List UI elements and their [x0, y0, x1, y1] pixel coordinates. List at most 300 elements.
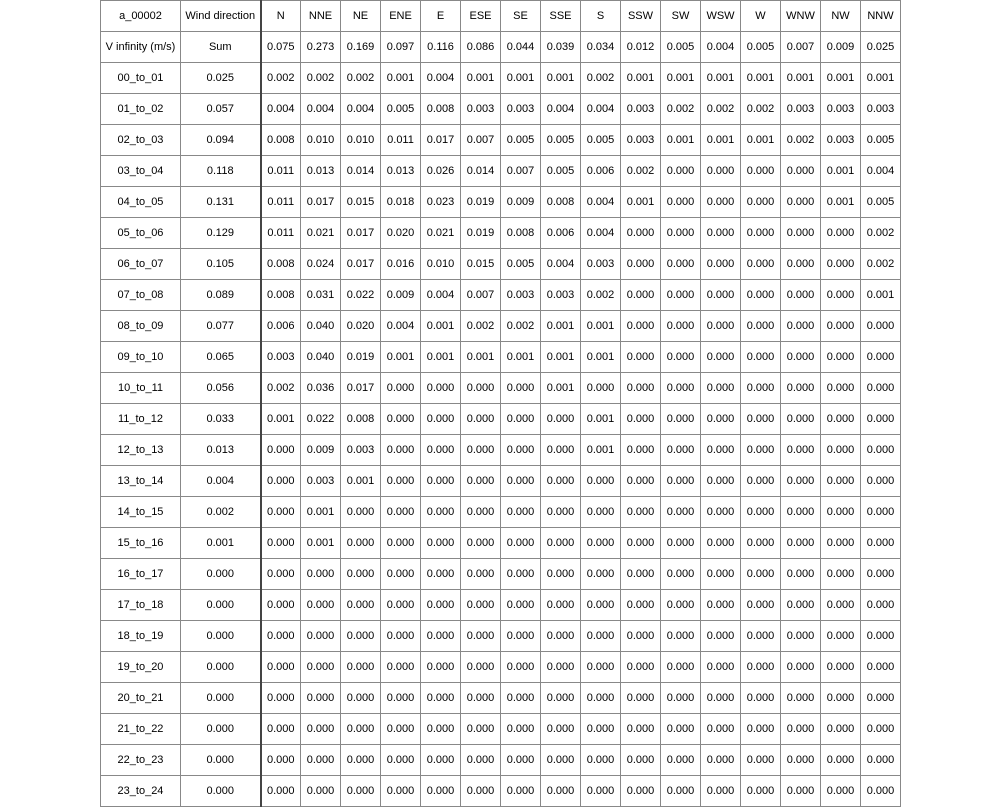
frequency-cell-ese: 0.000 — [461, 714, 501, 745]
frequency-cell-s: 0.000 — [581, 373, 621, 404]
frequency-cell-wnw: 0.000 — [781, 590, 821, 621]
frequency-cell-w: 0.000 — [741, 404, 781, 435]
frequency-cell-nw: 0.000 — [821, 404, 861, 435]
direction-sum-w: 0.005 — [741, 32, 781, 63]
frequency-cell-ne: 0.001 — [341, 466, 381, 497]
wind-direction-header: Wind direction — [181, 1, 261, 32]
speed-bin-label: 03_to_04 — [101, 156, 181, 187]
frequency-cell-n: 0.002 — [261, 63, 301, 94]
frequency-cell-nne: 0.000 — [301, 652, 341, 683]
frequency-cell-e: 0.000 — [421, 435, 461, 466]
frequency-cell-ne: 0.008 — [341, 404, 381, 435]
frequency-cell-wsw: 0.000 — [701, 187, 741, 218]
frequency-cell-ssw: 0.000 — [621, 528, 661, 559]
frequency-cell-nnw: 0.002 — [861, 249, 901, 280]
frequency-cell-nne: 0.004 — [301, 94, 341, 125]
frequency-cell-ne: 0.000 — [341, 745, 381, 776]
frequency-cell-ese: 0.000 — [461, 373, 501, 404]
frequency-cell-n: 0.000 — [261, 621, 301, 652]
speed-bin-sum: 0.000 — [181, 559, 261, 590]
frequency-cell-nnw: 0.000 — [861, 528, 901, 559]
speed-bin-label: 11_to_12 — [101, 404, 181, 435]
speed-bin-sum: 0.033 — [181, 404, 261, 435]
wind-frequency-table — [100, 0, 901, 807]
frequency-cell-n: 0.008 — [261, 280, 301, 311]
frequency-cell-sw: 0.002 — [661, 94, 701, 125]
frequency-cell-ssw: 0.000 — [621, 466, 661, 497]
frequency-cell-s: 0.004 — [581, 94, 621, 125]
frequency-cell-nnw: 0.000 — [861, 435, 901, 466]
frequency-cell-ese: 0.015 — [461, 249, 501, 280]
frequency-cell-sw: 0.000 — [661, 497, 701, 528]
frequency-cell-n: 0.000 — [261, 652, 301, 683]
speed-bin-sum: 0.129 — [181, 218, 261, 249]
frequency-cell-sw: 0.000 — [661, 590, 701, 621]
frequency-cell-ne: 0.000 — [341, 776, 381, 807]
speed-bin-sum: 0.000 — [181, 683, 261, 714]
direction-sum-row — [101, 32, 901, 63]
direction-sum-se: 0.044 — [501, 32, 541, 63]
frequency-cell-sw: 0.000 — [661, 621, 701, 652]
speed-bin-sum: 0.025 — [181, 63, 261, 94]
frequency-cell-wsw: 0.000 — [701, 435, 741, 466]
direction-header-e: E — [421, 1, 461, 32]
frequency-cell-se: 0.000 — [501, 497, 541, 528]
frequency-cell-ese: 0.000 — [461, 652, 501, 683]
table-row — [101, 714, 901, 745]
frequency-cell-n: 0.008 — [261, 125, 301, 156]
frequency-cell-sse: 0.004 — [541, 249, 581, 280]
frequency-cell-nne: 0.040 — [301, 311, 341, 342]
frequency-cell-ssw: 0.000 — [621, 311, 661, 342]
frequency-cell-ne: 0.017 — [341, 249, 381, 280]
frequency-cell-sw: 0.000 — [661, 652, 701, 683]
frequency-cell-ssw: 0.000 — [621, 373, 661, 404]
direction-header-ene: ENE — [381, 1, 421, 32]
frequency-cell-ne: 0.020 — [341, 311, 381, 342]
frequency-cell-w: 0.000 — [741, 311, 781, 342]
speed-bin-sum: 0.000 — [181, 652, 261, 683]
frequency-cell-wsw: 0.002 — [701, 94, 741, 125]
frequency-cell-sse: 0.000 — [541, 652, 581, 683]
frequency-cell-nw: 0.001 — [821, 63, 861, 94]
frequency-cell-ese: 0.003 — [461, 94, 501, 125]
frequency-cell-ssw: 0.000 — [621, 590, 661, 621]
frequency-cell-nw: 0.000 — [821, 528, 861, 559]
direction-sum-nne: 0.273 — [301, 32, 341, 63]
frequency-cell-n: 0.003 — [261, 342, 301, 373]
frequency-cell-ssw: 0.000 — [621, 342, 661, 373]
frequency-cell-wnw: 0.001 — [781, 63, 821, 94]
frequency-cell-n: 0.001 — [261, 404, 301, 435]
frequency-cell-wnw: 0.000 — [781, 776, 821, 807]
frequency-cell-e: 0.001 — [421, 342, 461, 373]
frequency-cell-ne: 0.022 — [341, 280, 381, 311]
frequency-cell-w: 0.001 — [741, 63, 781, 94]
frequency-cell-ese: 0.000 — [461, 776, 501, 807]
frequency-cell-s: 0.002 — [581, 63, 621, 94]
frequency-cell-se: 0.000 — [501, 528, 541, 559]
frequency-cell-e: 0.000 — [421, 745, 461, 776]
frequency-cell-ssw: 0.000 — [621, 218, 661, 249]
frequency-cell-nne: 0.040 — [301, 342, 341, 373]
frequency-cell-n: 0.008 — [261, 249, 301, 280]
frequency-cell-nne: 0.000 — [301, 745, 341, 776]
frequency-cell-s: 0.000 — [581, 745, 621, 776]
frequency-cell-nw: 0.003 — [821, 125, 861, 156]
speed-bin-label: 00_to_01 — [101, 63, 181, 94]
frequency-cell-ssw: 0.000 — [621, 683, 661, 714]
frequency-cell-sw: 0.000 — [661, 466, 701, 497]
table-body — [101, 63, 901, 807]
frequency-cell-s: 0.000 — [581, 528, 621, 559]
frequency-cell-sse: 0.000 — [541, 559, 581, 590]
frequency-cell-n: 0.004 — [261, 94, 301, 125]
frequency-cell-e: 0.000 — [421, 559, 461, 590]
frequency-cell-sse: 0.006 — [541, 218, 581, 249]
frequency-cell-ese: 0.019 — [461, 218, 501, 249]
frequency-cell-sw: 0.000 — [661, 249, 701, 280]
frequency-cell-ene: 0.001 — [381, 342, 421, 373]
frequency-cell-sse: 0.001 — [541, 311, 581, 342]
frequency-cell-ne: 0.000 — [341, 590, 381, 621]
frequency-cell-nne: 0.013 — [301, 156, 341, 187]
frequency-cell-ene: 0.018 — [381, 187, 421, 218]
frequency-cell-nnw: 0.005 — [861, 125, 901, 156]
frequency-cell-ssw: 0.000 — [621, 435, 661, 466]
frequency-cell-ssw: 0.002 — [621, 156, 661, 187]
frequency-cell-nne: 0.024 — [301, 249, 341, 280]
frequency-cell-s: 0.004 — [581, 218, 621, 249]
frequency-cell-sw: 0.000 — [661, 187, 701, 218]
frequency-cell-sw: 0.000 — [661, 373, 701, 404]
frequency-cell-ssw: 0.000 — [621, 559, 661, 590]
frequency-cell-e: 0.000 — [421, 621, 461, 652]
frequency-cell-nw: 0.000 — [821, 249, 861, 280]
frequency-cell-s: 0.004 — [581, 187, 621, 218]
speed-bin-sum: 0.001 — [181, 528, 261, 559]
frequency-cell-nnw: 0.004 — [861, 156, 901, 187]
frequency-cell-nw: 0.001 — [821, 187, 861, 218]
frequency-cell-sse: 0.000 — [541, 590, 581, 621]
frequency-cell-wsw: 0.000 — [701, 218, 741, 249]
frequency-cell-ese: 0.007 — [461, 280, 501, 311]
table-row — [101, 590, 901, 621]
frequency-cell-nnw: 0.000 — [861, 342, 901, 373]
speed-bin-label: 17_to_18 — [101, 590, 181, 621]
frequency-cell-sw: 0.000 — [661, 714, 701, 745]
frequency-cell-ssw: 0.000 — [621, 776, 661, 807]
speed-bin-label: 08_to_09 — [101, 311, 181, 342]
frequency-cell-ssw: 0.000 — [621, 714, 661, 745]
direction-sum-nw: 0.009 — [821, 32, 861, 63]
frequency-cell-wnw: 0.000 — [781, 497, 821, 528]
frequency-cell-se: 0.000 — [501, 652, 541, 683]
frequency-cell-ene: 0.000 — [381, 714, 421, 745]
frequency-cell-ese: 0.000 — [461, 590, 501, 621]
frequency-cell-ene: 0.000 — [381, 559, 421, 590]
frequency-cell-wsw: 0.001 — [701, 63, 741, 94]
direction-sum-wsw: 0.004 — [701, 32, 741, 63]
frequency-cell-sse: 0.000 — [541, 714, 581, 745]
frequency-cell-wnw: 0.000 — [781, 528, 821, 559]
frequency-cell-ne: 0.000 — [341, 652, 381, 683]
frequency-cell-e: 0.000 — [421, 590, 461, 621]
speed-bin-label: 13_to_14 — [101, 466, 181, 497]
frequency-cell-nnw: 0.003 — [861, 94, 901, 125]
direction-sum-ssw: 0.012 — [621, 32, 661, 63]
frequency-cell-ese: 0.000 — [461, 528, 501, 559]
frequency-cell-sw: 0.000 — [661, 559, 701, 590]
frequency-cell-sw: 0.000 — [661, 683, 701, 714]
frequency-cell-nne: 0.000 — [301, 714, 341, 745]
speed-header: V infinity (m/s) — [101, 32, 181, 63]
speed-bin-sum: 0.094 — [181, 125, 261, 156]
direction-sum-sse: 0.039 — [541, 32, 581, 63]
frequency-cell-wsw: 0.000 — [701, 497, 741, 528]
frequency-cell-ne: 0.017 — [341, 373, 381, 404]
frequency-cell-nw: 0.000 — [821, 373, 861, 404]
frequency-cell-nw: 0.000 — [821, 466, 861, 497]
table-row — [101, 311, 901, 342]
frequency-cell-ene: 0.000 — [381, 528, 421, 559]
frequency-cell-ene: 0.000 — [381, 652, 421, 683]
frequency-cell-e: 0.004 — [421, 280, 461, 311]
frequency-cell-sse: 0.000 — [541, 621, 581, 652]
frequency-cell-s: 0.002 — [581, 280, 621, 311]
speed-bin-sum: 0.004 — [181, 466, 261, 497]
speed-bin-label: 20_to_21 — [101, 683, 181, 714]
frequency-cell-s: 0.000 — [581, 590, 621, 621]
frequency-cell-nw: 0.000 — [821, 280, 861, 311]
frequency-cell-sse: 0.001 — [541, 63, 581, 94]
frequency-cell-nnw: 0.001 — [861, 280, 901, 311]
frequency-cell-s: 0.000 — [581, 683, 621, 714]
frequency-cell-n: 0.006 — [261, 311, 301, 342]
frequency-cell-e: 0.000 — [421, 776, 461, 807]
speed-bin-sum: 0.013 — [181, 435, 261, 466]
frequency-cell-ssw: 0.000 — [621, 249, 661, 280]
frequency-cell-nne: 0.000 — [301, 776, 341, 807]
frequency-cell-e: 0.008 — [421, 94, 461, 125]
frequency-cell-sse: 0.000 — [541, 466, 581, 497]
frequency-cell-wsw: 0.000 — [701, 156, 741, 187]
direction-sum-wnw: 0.007 — [781, 32, 821, 63]
frequency-cell-nw: 0.000 — [821, 435, 861, 466]
frequency-cell-s: 0.003 — [581, 249, 621, 280]
frequency-cell-sw: 0.000 — [661, 776, 701, 807]
frequency-cell-nne: 0.000 — [301, 559, 341, 590]
frequency-cell-wsw: 0.000 — [701, 621, 741, 652]
frequency-cell-sw: 0.000 — [661, 342, 701, 373]
frequency-cell-wnw: 0.000 — [781, 156, 821, 187]
frequency-cell-wsw: 0.000 — [701, 745, 741, 776]
direction-header-sw: SW — [661, 1, 701, 32]
frequency-cell-ese: 0.001 — [461, 342, 501, 373]
frequency-cell-n: 0.011 — [261, 156, 301, 187]
speed-bin-label: 14_to_15 — [101, 497, 181, 528]
frequency-cell-ese: 0.002 — [461, 311, 501, 342]
frequency-cell-nne: 0.002 — [301, 63, 341, 94]
frequency-cell-ssw: 0.000 — [621, 280, 661, 311]
frequency-cell-ene: 0.000 — [381, 497, 421, 528]
frequency-cell-ese: 0.001 — [461, 63, 501, 94]
frequency-cell-w: 0.000 — [741, 590, 781, 621]
frequency-cell-sse: 0.004 — [541, 94, 581, 125]
frequency-cell-sw: 0.000 — [661, 435, 701, 466]
frequency-cell-wnw: 0.000 — [781, 218, 821, 249]
direction-sum-sw: 0.005 — [661, 32, 701, 63]
frequency-cell-wsw: 0.000 — [701, 249, 741, 280]
table-row — [101, 342, 901, 373]
frequency-cell-nnw: 0.000 — [861, 559, 901, 590]
frequency-cell-ene: 0.001 — [381, 63, 421, 94]
table-row — [101, 280, 901, 311]
frequency-cell-ene: 0.000 — [381, 435, 421, 466]
frequency-cell-w: 0.000 — [741, 156, 781, 187]
direction-sum-ene: 0.097 — [381, 32, 421, 63]
frequency-cell-ne: 0.000 — [341, 714, 381, 745]
frequency-cell-nw: 0.000 — [821, 652, 861, 683]
frequency-cell-n: 0.000 — [261, 435, 301, 466]
direction-header-wnw: WNW — [781, 1, 821, 32]
frequency-cell-e: 0.000 — [421, 497, 461, 528]
frequency-cell-w: 0.000 — [741, 652, 781, 683]
frequency-cell-se: 0.000 — [501, 559, 541, 590]
frequency-cell-w: 0.002 — [741, 94, 781, 125]
frequency-cell-ne: 0.000 — [341, 559, 381, 590]
frequency-cell-s: 0.000 — [581, 776, 621, 807]
frequency-cell-nnw: 0.000 — [861, 404, 901, 435]
speed-bin-sum: 0.118 — [181, 156, 261, 187]
frequency-cell-nne: 0.000 — [301, 621, 341, 652]
frequency-cell-ssw: 0.001 — [621, 187, 661, 218]
frequency-cell-sse: 0.003 — [541, 280, 581, 311]
speed-bin-sum: 0.056 — [181, 373, 261, 404]
frequency-cell-ene: 0.009 — [381, 280, 421, 311]
speed-bin-label: 10_to_11 — [101, 373, 181, 404]
frequency-cell-sse: 0.008 — [541, 187, 581, 218]
frequency-cell-wsw: 0.000 — [701, 590, 741, 621]
frequency-cell-nne: 0.017 — [301, 187, 341, 218]
frequency-cell-ese: 0.000 — [461, 466, 501, 497]
speed-bin-label: 09_to_10 — [101, 342, 181, 373]
table-row — [101, 156, 901, 187]
direction-header-nnw: NNW — [861, 1, 901, 32]
frequency-cell-nne: 0.003 — [301, 466, 341, 497]
frequency-cell-nw: 0.000 — [821, 342, 861, 373]
frequency-cell-ssw: 0.003 — [621, 125, 661, 156]
frequency-cell-s: 0.001 — [581, 435, 621, 466]
direction-header-ssw: SSW — [621, 1, 661, 32]
frequency-cell-sse: 0.000 — [541, 404, 581, 435]
speed-bin-sum: 0.105 — [181, 249, 261, 280]
speed-bin-label: 07_to_08 — [101, 280, 181, 311]
frequency-cell-wnw: 0.000 — [781, 249, 821, 280]
direction-header-wsw: WSW — [701, 1, 741, 32]
frequency-cell-s: 0.001 — [581, 311, 621, 342]
frequency-cell-s: 0.000 — [581, 714, 621, 745]
table-row — [101, 559, 901, 590]
frequency-cell-e: 0.026 — [421, 156, 461, 187]
frequency-cell-se: 0.007 — [501, 156, 541, 187]
frequency-cell-ene: 0.000 — [381, 590, 421, 621]
direction-header-se: SE — [501, 1, 541, 32]
frequency-cell-nne: 0.031 — [301, 280, 341, 311]
frequency-cell-e: 0.010 — [421, 249, 461, 280]
frequency-cell-se: 0.000 — [501, 435, 541, 466]
frequency-cell-nne: 0.001 — [301, 528, 341, 559]
frequency-cell-wsw: 0.000 — [701, 404, 741, 435]
frequency-cell-n: 0.000 — [261, 528, 301, 559]
frequency-cell-se: 0.000 — [501, 590, 541, 621]
frequency-cell-w: 0.000 — [741, 714, 781, 745]
frequency-cell-ne: 0.015 — [341, 187, 381, 218]
table-row — [101, 528, 901, 559]
frequency-cell-n: 0.000 — [261, 559, 301, 590]
frequency-cell-nne: 0.001 — [301, 497, 341, 528]
frequency-cell-nne: 0.009 — [301, 435, 341, 466]
table-row — [101, 497, 901, 528]
table-row — [101, 683, 901, 714]
frequency-cell-nw: 0.003 — [821, 94, 861, 125]
direction-sum-n: 0.075 — [261, 32, 301, 63]
table-row — [101, 776, 901, 807]
frequency-cell-w: 0.000 — [741, 435, 781, 466]
frequency-cell-nnw: 0.000 — [861, 683, 901, 714]
speed-bin-label: 18_to_19 — [101, 621, 181, 652]
direction-header-w: W — [741, 1, 781, 32]
frequency-cell-wnw: 0.000 — [781, 311, 821, 342]
frequency-cell-nw: 0.001 — [821, 156, 861, 187]
frequency-cell-n: 0.000 — [261, 683, 301, 714]
speed-bin-sum: 0.000 — [181, 621, 261, 652]
speed-bin-sum: 0.131 — [181, 187, 261, 218]
direction-header-row — [101, 1, 901, 32]
frequency-cell-se: 0.000 — [501, 466, 541, 497]
frequency-cell-ne: 0.004 — [341, 94, 381, 125]
frequency-cell-n: 0.002 — [261, 373, 301, 404]
frequency-cell-sse: 0.001 — [541, 342, 581, 373]
frequency-cell-se: 0.001 — [501, 63, 541, 94]
frequency-cell-ene: 0.011 — [381, 125, 421, 156]
frequency-cell-s: 0.001 — [581, 342, 621, 373]
frequency-cell-n: 0.000 — [261, 466, 301, 497]
frequency-cell-nw: 0.000 — [821, 590, 861, 621]
speed-bin-label: 23_to_24 — [101, 776, 181, 807]
frequency-cell-nnw: 0.000 — [861, 497, 901, 528]
direction-header-s: S — [581, 1, 621, 32]
speed-bin-label: 15_to_16 — [101, 528, 181, 559]
frequency-cell-se: 0.000 — [501, 373, 541, 404]
frequency-cell-se: 0.005 — [501, 125, 541, 156]
frequency-cell-wnw: 0.000 — [781, 683, 821, 714]
frequency-cell-sse: 0.000 — [541, 435, 581, 466]
direction-sum-s: 0.034 — [581, 32, 621, 63]
table-row — [101, 435, 901, 466]
frequency-cell-wnw: 0.000 — [781, 652, 821, 683]
frequency-cell-nw: 0.000 — [821, 311, 861, 342]
frequency-cell-ssw: 0.000 — [621, 621, 661, 652]
frequency-cell-e: 0.017 — [421, 125, 461, 156]
frequency-cell-nnw: 0.005 — [861, 187, 901, 218]
speed-bin-label: 02_to_03 — [101, 125, 181, 156]
frequency-cell-e: 0.000 — [421, 528, 461, 559]
frequency-cell-nnw: 0.000 — [861, 466, 901, 497]
table-row — [101, 621, 901, 652]
frequency-cell-nnw: 0.000 — [861, 745, 901, 776]
frequency-cell-ne: 0.019 — [341, 342, 381, 373]
